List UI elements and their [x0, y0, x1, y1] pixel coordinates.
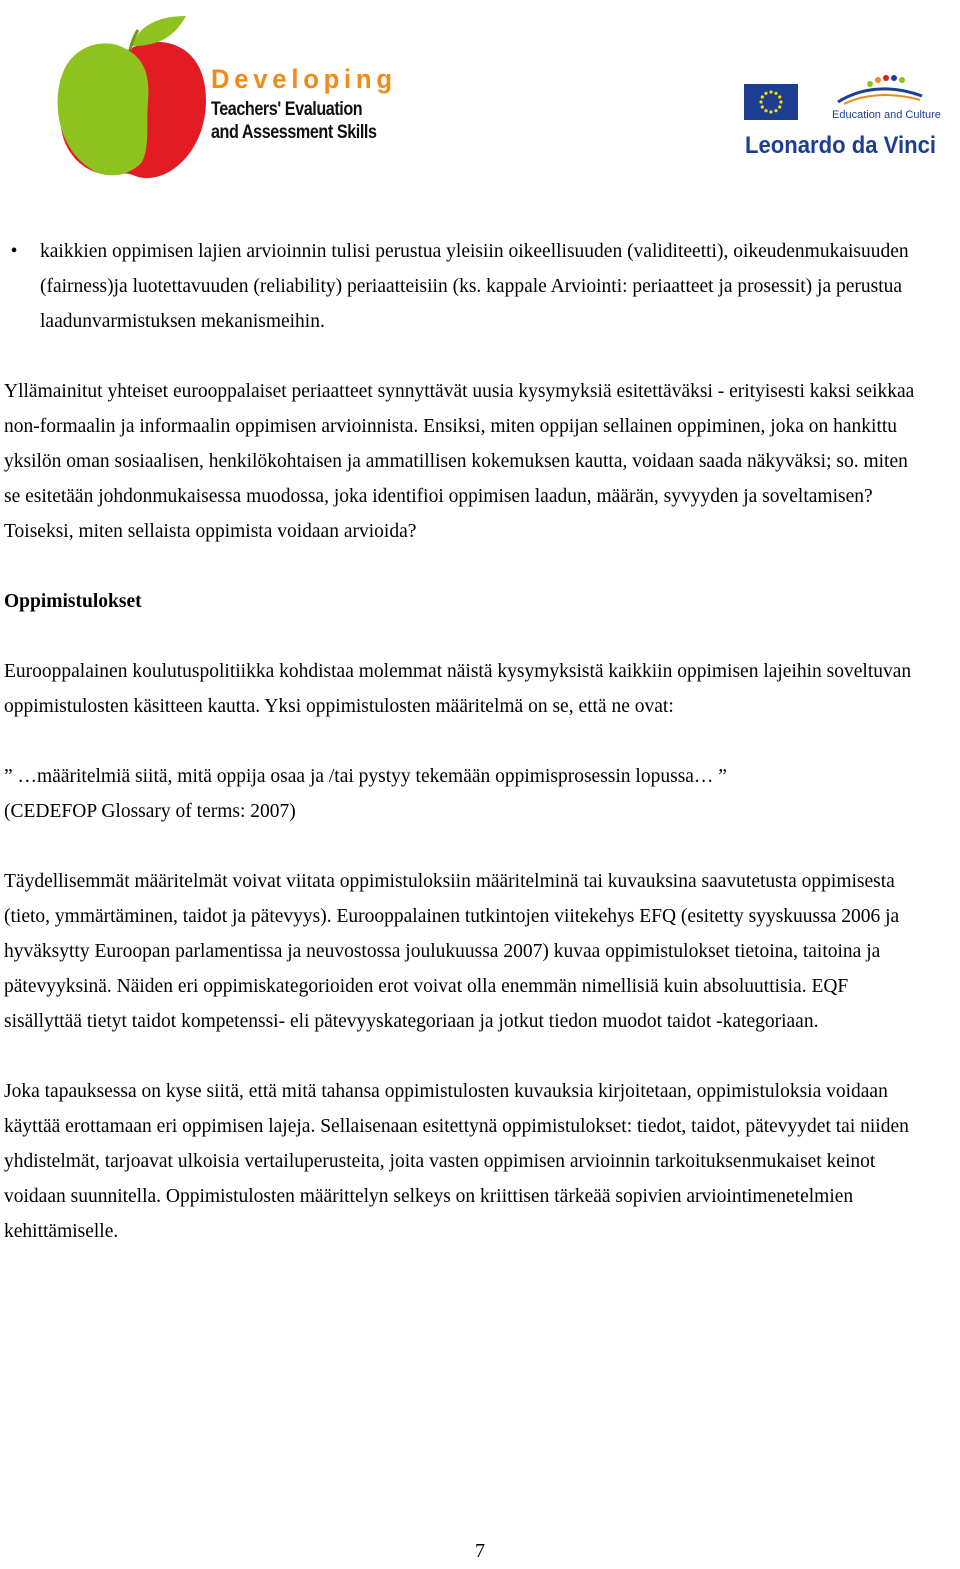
- program-name: Leonardo da Vinci: [745, 132, 937, 159]
- definition-citation: (CEDEFOP Glossary of terms: 2007): [4, 801, 296, 822]
- bullet-text: kaikkien oppimisen lajien arvioinnin tulisi perustua yleisiin oikeellisuuden (validiteetti), oikeudenmukaisuuden (fairness)ja luotettavuuden (reliability) periaatteisiin (ks. kappale Arviointi: periaatteet ja prosessit) ja perustua laadunvarmistuksen mekanismeihin.: [40, 241, 909, 332]
- eu-flag-icon: [744, 84, 798, 120]
- logo-title: Developing: [211, 64, 397, 94]
- logo-text: [211, 66, 407, 142]
- page-number: 7: [475, 1540, 485, 1562]
- paragraph-eqf: Täydellisemmät määritelmät voivat viitata oppimistuloksiin määritelminä tai kuvauksina saavutetusta oppimisesta (tieto, ymmärtäminen, taidot ja pätevyys). Eurooppalainen tutkintojen viitekehys EFQ (esitetty syyskuussa 2006 ja hyväksytty Euroopan parlamentissa ja neuvostossa joulukuussa 2007) kuvaa oppimistulokset tietoina, taitoina ja pätevyyksinä. Näiden eri oppimiskategorioiden erot voivat olla enemmän nimellisiä kuin absoluuttisia. EQF sisällyttää tietyt taidot kompetenssi- eli pätevyyskategoriaan ja jotkut tiedon muodot taidot -kategoriaan.: [4, 871, 900, 1032]
- program-label: Education and Culture: [832, 109, 941, 121]
- paragraph-principles: Yllämainitut yhteiset eurooppalaiset periaatteet synnyttävät uusia kysymyksiä esitettäväksi - erityisesti kaksi seikkaa non-formaalin ja informaalin oppimisen arvioinnista. Ensiksi, miten oppijan sellainen oppiminen, joka on hankittu yksilön oman sosiaalisen, henkilökohtaisen ja ammatillisen kokemuksen kautta, voidaan saada näkyväksi; so. miten se esitetään johdonmukaisessa muodossa, joka identifioi oppimisen laadun, määrän, syvyyden ja soveltamisen? Toiseksi, miten sellaista oppimista voidaan arvioida?: [4, 381, 915, 542]
- section-heading: Oppimistulokset: [4, 591, 142, 612]
- education-culture-icon: [830, 70, 930, 106]
- document-body: [4, 234, 924, 1249]
- logo-subtitle-1: Teachers' Evaluation: [211, 99, 363, 120]
- definition-quote: ” …määritelmiä siitä, mitä oppija osaa ja /tai pystyy tekemään oppimisprosessin lopussa… ”: [4, 766, 727, 787]
- page-header: [0, 0, 960, 200]
- apple-logo-icon: [46, 12, 211, 182]
- paragraph-policy: Eurooppalainen koulutuspolitiikka kohdistaa molemmat näistä kysymyksistä kaikkiin oppimisen lajeihin soveltuvan oppimistulosten käsitteen kautta. Yksi oppimistulosten määritelmä on se, että ne ovat:: [4, 661, 912, 717]
- project-logo: [28, 2, 397, 184]
- bullet-icon: •: [10, 241, 18, 262]
- paragraph-outcomes: Joka tapauksessa on kyse siitä, että mitä tahansa oppimistulosten kuvauksia kirjoitetaan, oppimistuloksia voidaan käyttää erottamaan eri oppimisen lajeja. Sellaisenaan esitettynä oppimistulokset: tiedot, taidot, pätevyydet tai niiden yhdistelmät, tarjoavat ulkoisia vertailuperusteita, joita vasten oppimisen arvioinnin tarkoituksenmukaiset keinot voidaan suunnitella. Oppimistulosten määrittelyn selkeys on kriittisen tärkeää sopivien arviointimenetelmien kehittämiselle.: [4, 1081, 909, 1242]
- logo-subtitle-2: and Assessment Skills: [211, 122, 377, 143]
- bullet-item: [4, 234, 924, 339]
